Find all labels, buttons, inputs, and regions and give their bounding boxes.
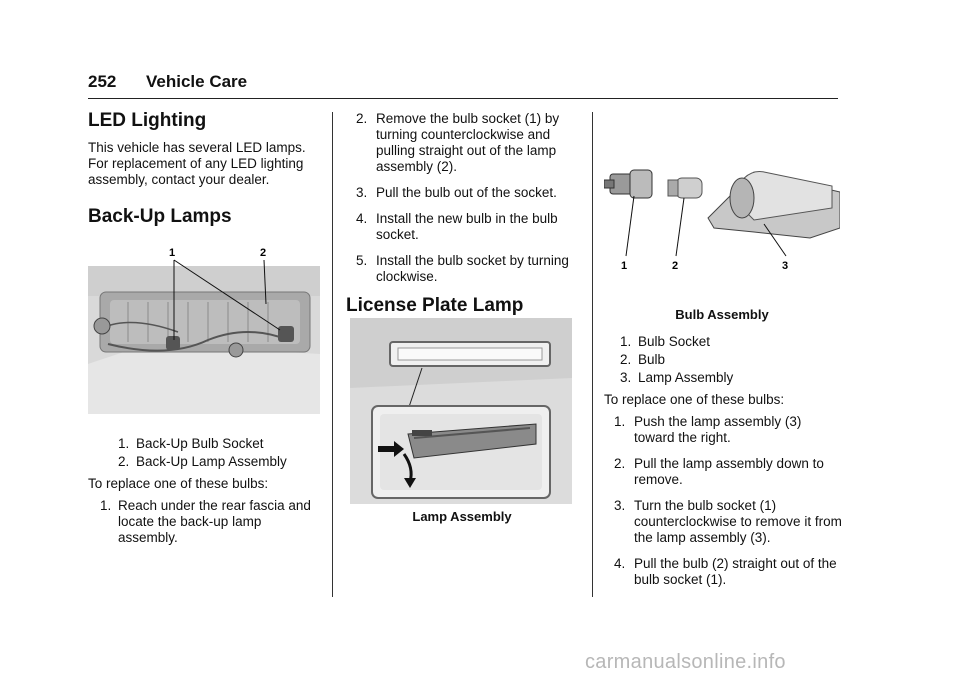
- page-number: 252: [88, 72, 117, 91]
- intro-text: To replace one of these bulbs:: [604, 392, 785, 407]
- back-up-legend: [88, 436, 324, 470]
- step-item: 4. Install the new bulb in the bulb socket.: [356, 211, 558, 242]
- legend-item: 3. Lamp Assembly: [620, 370, 734, 385]
- heading-license-plate-lamp: License Plate Lamp: [346, 295, 524, 316]
- back-up-lamp-figure: [88, 244, 320, 414]
- callout-3: 3: [782, 260, 789, 272]
- middle-column: [346, 111, 578, 317]
- right-steps: [606, 414, 842, 588]
- column-divider-2: [592, 112, 593, 597]
- step-item: 3. Turn the bulb socket (1) counterclockwise to remove it from the lamp assembly (3).: [614, 498, 842, 545]
- callout-2: 2: [260, 247, 267, 259]
- bulb-assembly-figure: [604, 158, 840, 274]
- license-plate-lamp-figure: [350, 318, 572, 504]
- led-paragraph: This vehicle has several LED lamps. For replacement of any LED lighting assembly, contact your dealer.: [88, 140, 306, 187]
- legend-item: 2. Bulb: [620, 352, 666, 367]
- left-column: [88, 110, 324, 228]
- step-item: 4. Pull the bulb (2) straight out of the bulb socket (1).: [614, 556, 837, 587]
- step-item: 1. Reach under the rear fascia and locate the back-up lamp assembly.: [100, 498, 311, 545]
- header-rule: [88, 98, 838, 99]
- bulb-legend: [606, 334, 842, 386]
- left-steps: [88, 498, 324, 546]
- lamp-assembly-caption: Lamp Assembly: [412, 509, 512, 524]
- left-column-lower: [88, 436, 324, 556]
- legend-item: 1. Bulb Socket: [620, 334, 711, 349]
- right-column: [606, 334, 842, 598]
- callout-2: 2: [672, 260, 679, 272]
- step-item: 2. Remove the bulb socket (1) by turning counterclockwise and pulling straight out of the lamp assembly (2).: [356, 111, 560, 174]
- step-item: 1. Push the lamp assembly (3) toward the right.: [614, 414, 802, 445]
- heading-back-up-lamps: Back-Up Lamps: [88, 206, 232, 227]
- intro-text: To replace one of these bulbs:: [88, 476, 269, 491]
- step-item: 3. Pull the bulb out of the socket.: [356, 185, 557, 200]
- step-item: 2. Pull the lamp assembly down to remove.: [614, 456, 824, 487]
- legend-item: 2. Back-Up Lamp Assembly: [118, 454, 287, 469]
- step-item: 5. Install the bulb socket by turning clockwise.: [356, 253, 569, 284]
- legend-item: 1. Back-Up Bulb Socket: [118, 436, 264, 451]
- middle-steps: [346, 111, 578, 285]
- column-divider-1: [332, 112, 333, 597]
- heading-led-lighting: LED Lighting: [88, 110, 207, 131]
- callout-1: 1: [621, 260, 628, 272]
- section-title: Vehicle Care: [146, 72, 248, 91]
- bulb-assembly-caption: Bulb Assembly: [675, 307, 769, 322]
- callout-1: 1: [169, 247, 176, 259]
- watermark: carmanualsonline.info: [585, 651, 786, 673]
